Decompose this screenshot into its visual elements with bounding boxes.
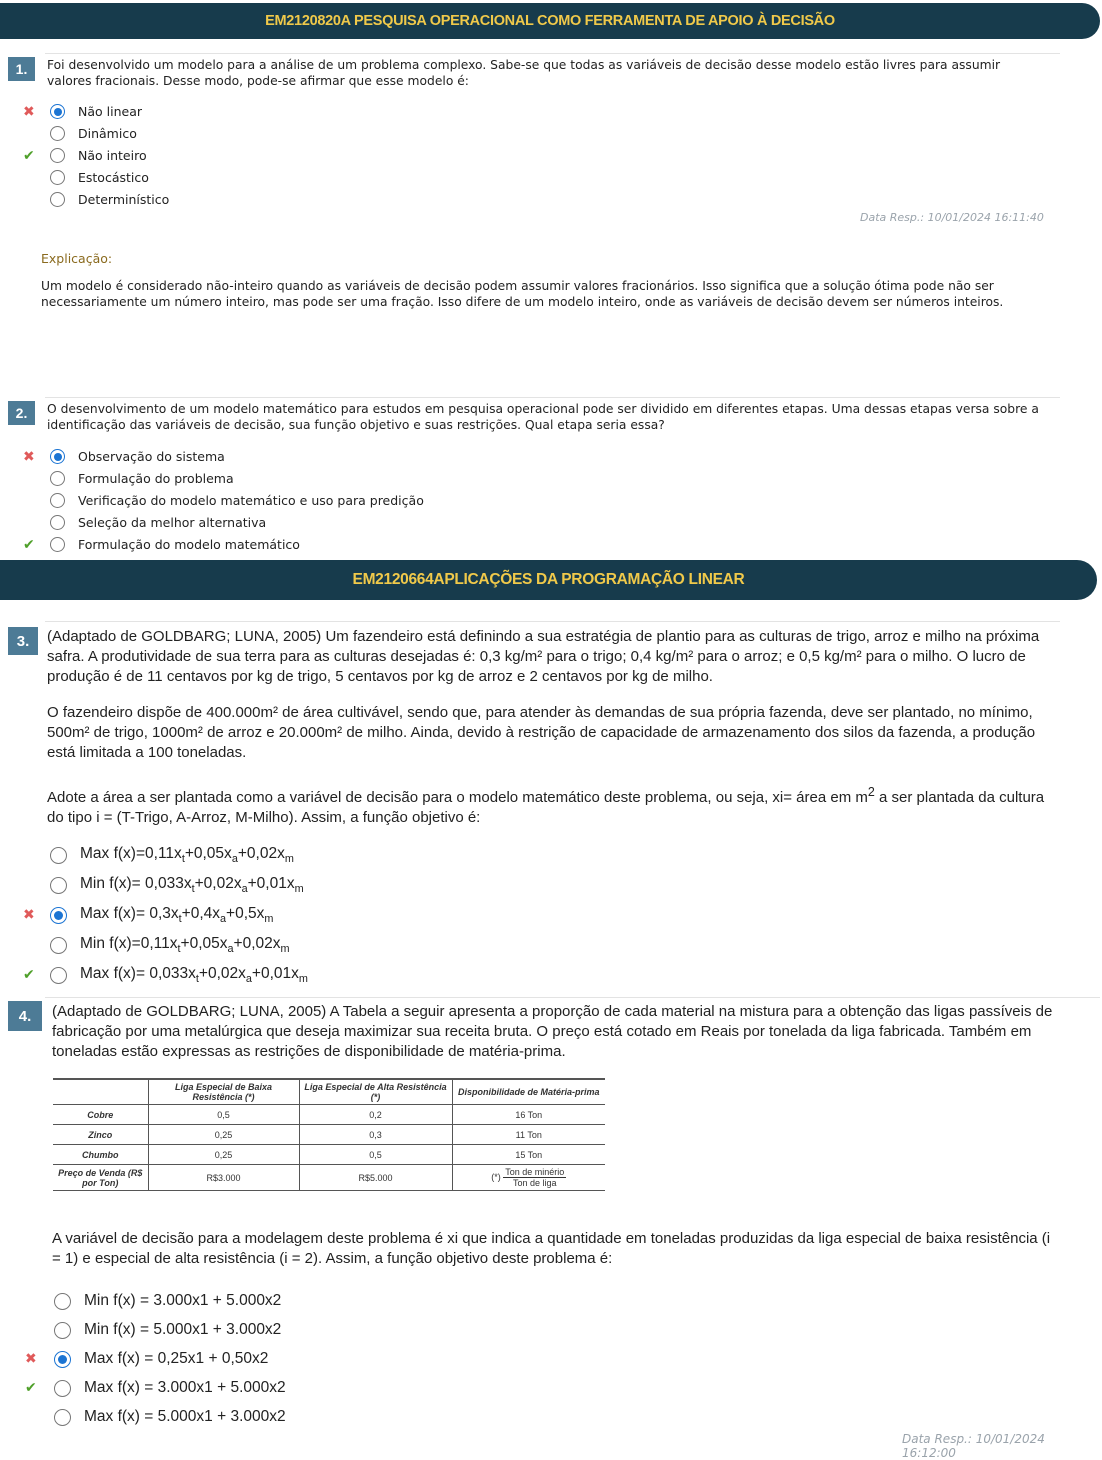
table-row: [53, 1165, 605, 1191]
radio-icon[interactable]: [50, 170, 65, 185]
note-fraction: [503, 1167, 566, 1188]
wrong-icon: ✖: [23, 449, 35, 465]
fraction-numerator: Ton de minério: [505, 1167, 565, 1177]
table-cell: 0,2: [299, 1105, 452, 1125]
radio-icon[interactable]: [50, 515, 65, 530]
question-3-paragraph-1: (Adaptado de GOLDBARG; LUNA, 2005) Um fazendeiro está definindo a sua estratégia de plantio para as culturas de trigo, arroz e milho na próxima safra. A produtividade de sua terra para as culturas desejadas é: 0,3 kg/m² para o trigo; 0,4 kg/m² para o arroz; e 0,5 kg/m² para o milho. O lucro de produção é de 11 centavos por kg de trigo, 5 centavos por kg de arroz e 2 centavos por kg de milho.: [47, 628, 1040, 685]
table-cell: 15 Ton: [452, 1145, 605, 1165]
option-label: Dinâmico: [78, 126, 137, 141]
wrong-icon: ✖: [23, 104, 35, 120]
paragraph-part: a ser plantada da cultura do tipo i = (T-Trigo, A-Arroz, M-Milho). Assim, a função objetivo é:: [47, 789, 1045, 826]
radio-icon[interactable]: [50, 126, 65, 141]
q3-option-2[interactable]: [50, 875, 304, 895]
q2-option-2[interactable]: [50, 471, 234, 486]
question-3-paragraph-2: O fazendeiro dispõe de 400.000m² de área cultivável, sendo que, para atender às demandas de sua própria fazenda, deve ser plantado, no mínimo, 500m² de trigo, 1000m² de arroz e 20.000m² de milho. Ainda, devido à restrição de capacidade de armazenamento dos silos da fazenda, a produção está limitada a 100 toneladas.: [47, 704, 1036, 761]
option-label: Observação do sistema: [78, 449, 225, 464]
paragraph-part: Adote a área a ser plantada como a variável de decisão para o modelo matemático deste problema, ou seja, xi= área em m: [47, 789, 868, 806]
q2-option-3[interactable]: [50, 493, 424, 508]
question-number-2: 2.: [8, 401, 35, 425]
table-cell: Preço de Venda (R$ por Ton): [53, 1165, 148, 1191]
radio-icon[interactable]: [50, 967, 67, 984]
correct-icon: ✔: [23, 148, 35, 164]
q1-option-4[interactable]: [50, 170, 149, 185]
table-header-low: Liga Especial de Baixa Resistência (*): [148, 1079, 299, 1105]
table-header-empty: [53, 1079, 148, 1105]
q4-option-1[interactable]: [54, 1292, 281, 1310]
question-divider: [45, 621, 1060, 622]
radio-icon[interactable]: [50, 847, 67, 864]
note-mark: (*): [491, 1171, 501, 1182]
alloy-table: [53, 1078, 605, 1191]
wrong-icon: ✖: [23, 907, 35, 923]
table-cell: 0,5: [299, 1145, 452, 1165]
question-divider: [45, 997, 1100, 998]
radio-selected-icon[interactable]: [50, 449, 65, 464]
response-date: Data Resp.: 10/01/2024 16:11:40: [860, 211, 1044, 224]
q2-option-4[interactable]: [50, 515, 266, 530]
q1-option-5[interactable]: [50, 192, 169, 207]
option-label: Não linear: [78, 104, 142, 119]
radio-icon[interactable]: [50, 192, 65, 207]
question-4-text-2: A variável de decisão para a modelagem deste problema é xi que indica a quantidade em toneladas produzidas da liga especial de baixa resistência (i = 1) e especial de alta resistência (i = 2). Assim, a função objetivo deste problema é:: [52, 1230, 1051, 1267]
radio-icon[interactable]: [54, 1293, 71, 1310]
q2-option-5[interactable]: [50, 537, 300, 552]
question-number-1: 1.: [8, 57, 35, 81]
table-cell: 0,25: [148, 1145, 299, 1165]
option-label: Max f(x) = 5.000x1 + 3.000x2: [84, 1408, 286, 1425]
question-divider: [45, 397, 1060, 398]
fraction-denominator: Ton de liga: [512, 1178, 557, 1188]
option-label: Formulação do problema: [78, 471, 234, 486]
table-cell: Zinco: [53, 1125, 148, 1145]
radio-icon[interactable]: [50, 493, 65, 508]
radio-selected-icon[interactable]: [50, 907, 67, 924]
q3-option-1[interactable]: [50, 845, 294, 865]
superscript: 2: [867, 785, 875, 799]
question-number-4: 4.: [8, 1001, 42, 1031]
explanation-text: Um modelo é considerado não-inteiro quando as variáveis de decisão podem assumir valores fracionários. Isso significa que a solução ótima pode não ser necessariamente um número inteiro, mas pode ser uma fração. Isso difere de um modelo inteiro, onde as variáveis de decisão devem ser números inteiros.: [41, 279, 1004, 309]
q4-option-4[interactable]: [54, 1379, 286, 1397]
correct-icon: ✔: [25, 1380, 37, 1396]
q1-option-2[interactable]: [50, 126, 137, 141]
response-date: Data Resp.: 10/01/2024 16:12:00: [902, 1432, 1045, 1460]
q1-option-1[interactable]: [50, 104, 142, 119]
radio-icon[interactable]: [50, 937, 67, 954]
correct-icon: ✔: [23, 537, 35, 553]
question-4-text: (Adaptado de GOLDBARG; LUNA, 2005) A Tabela a seguir apresenta a proporção de cada material na mistura para a obtenção das ligas passíveis de fabricação por uma metalúrgica que deseja maximizar sua receita bruta. O preço está cotado em Reais por tonelada da liga fabricada. Também em toneladas estão expressas as restrições de disponibilidade de matéria-prima.: [52, 1003, 1053, 1060]
table-header-high: Liga Especial de Alta Resistência (*): [299, 1079, 452, 1105]
option-label: Formulação do modelo matemático: [78, 537, 300, 552]
radio-icon[interactable]: [50, 148, 65, 163]
q4-option-3[interactable]: [54, 1350, 268, 1368]
table-cell-note: [452, 1165, 605, 1191]
radio-icon[interactable]: [50, 537, 65, 552]
radio-selected-icon[interactable]: [50, 104, 65, 119]
q3-option-4[interactable]: [50, 935, 290, 955]
option-label: Verificação do modelo matemático e uso para predição: [78, 493, 424, 508]
option-label: Min $f(x)= 0,033x_t+0,02x_a+0,01x_m$: [80, 875, 304, 896]
q2-option-1[interactable]: [50, 449, 225, 464]
option-label: Max f(x) = 0,25x1 + 0,50x2: [84, 1350, 269, 1367]
correct-icon: ✔: [23, 967, 35, 983]
radio-icon[interactable]: [54, 1409, 71, 1426]
option-label: Max $f(x)= 0,3x_t+0,4x_a+0,5x_m$: [80, 905, 274, 926]
table-row: [53, 1125, 605, 1145]
option-label: Max f(x) = 3.000x1 + 5.000x2: [84, 1379, 286, 1396]
q1-option-3[interactable]: [50, 148, 147, 163]
table-cell: R$5.000: [299, 1165, 452, 1191]
option-label: Não inteiro: [78, 148, 147, 163]
radio-selected-icon[interactable]: [54, 1351, 71, 1368]
table-row: [53, 1105, 605, 1125]
radio-icon[interactable]: [54, 1380, 71, 1397]
option-label: Min $f(x)=0,11x_t+0,05x_a+0,02x_m$: [80, 935, 290, 956]
option-label: Determinístico: [78, 192, 170, 207]
question-number-3: 3.: [8, 627, 38, 655]
q4-option-5[interactable]: [54, 1408, 286, 1426]
table-row: [53, 1145, 605, 1165]
table-cell: 0,25: [148, 1125, 299, 1145]
option-label: Estocástico: [78, 170, 149, 185]
table-header-availability: Disponibilidade de Matéria-prima: [452, 1079, 605, 1105]
table-cell: R$3.000: [148, 1165, 299, 1191]
question-1-text: Foi desenvolvido um modelo para a análise de um problema complexo. Sabe-se que todas as variáveis de decisão desse modelo estão livres para assumir valores fracionais. Desse modo, pode-se afirmar que esse modelo é:: [47, 58, 1001, 88]
option-label: Min f(x) = 5.000x1 + 3.000x2: [84, 1321, 282, 1338]
section-banner-po: EM2120820A PESQUISA OPERACIONAL COMO FERRAMENTA DE APOIO À DECISÃO: [0, 3, 1100, 39]
q3-option-3[interactable]: [50, 905, 273, 925]
option-label: Max $f(x)= 0,033x_t+0,02x_a+0,01x_m$: [80, 965, 308, 986]
table-cell: Cobre: [53, 1105, 148, 1125]
question-2-text: O desenvolvimento de um modelo matemático para estudos em pesquisa operacional pode ser dividido em diferentes etapas. Uma dessas etapas versa sobre a identificação das variáveis de decisão, sua função objetivo e suas restrições. Qual etapa seria essa?: [47, 402, 1039, 432]
table-cell: 11 Ton: [452, 1125, 605, 1145]
section-banner-pl: EM2120664APLICAÇÕES DA PROGRAMAÇÃO LINEAR: [0, 560, 1097, 600]
question-divider: [45, 53, 1060, 54]
radio-icon[interactable]: [50, 877, 67, 894]
table-header-row: [53, 1079, 605, 1105]
option-label: Seleção da melhor alternativa: [78, 515, 267, 530]
option-label: Min f(x) = 3.000x1 + 5.000x2: [84, 1292, 282, 1309]
option-label: Max $f(x)=0,11x_t+0,05x_a+0,02x_m$: [80, 845, 294, 866]
radio-icon[interactable]: [54, 1322, 71, 1339]
table-cell: 16 Ton: [452, 1105, 605, 1125]
table-cell: 0,3: [299, 1125, 452, 1145]
radio-icon[interactable]: [50, 471, 65, 486]
table-cell: Chumbo: [53, 1145, 148, 1165]
q3-option-5[interactable]: [50, 965, 308, 985]
table-cell: 0,5: [148, 1105, 299, 1125]
wrong-icon: ✖: [25, 1351, 37, 1367]
question-3-paragraph-3: [47, 782, 1052, 828]
explanation-title: Explicação:: [41, 251, 113, 266]
q4-option-2[interactable]: [54, 1321, 281, 1339]
